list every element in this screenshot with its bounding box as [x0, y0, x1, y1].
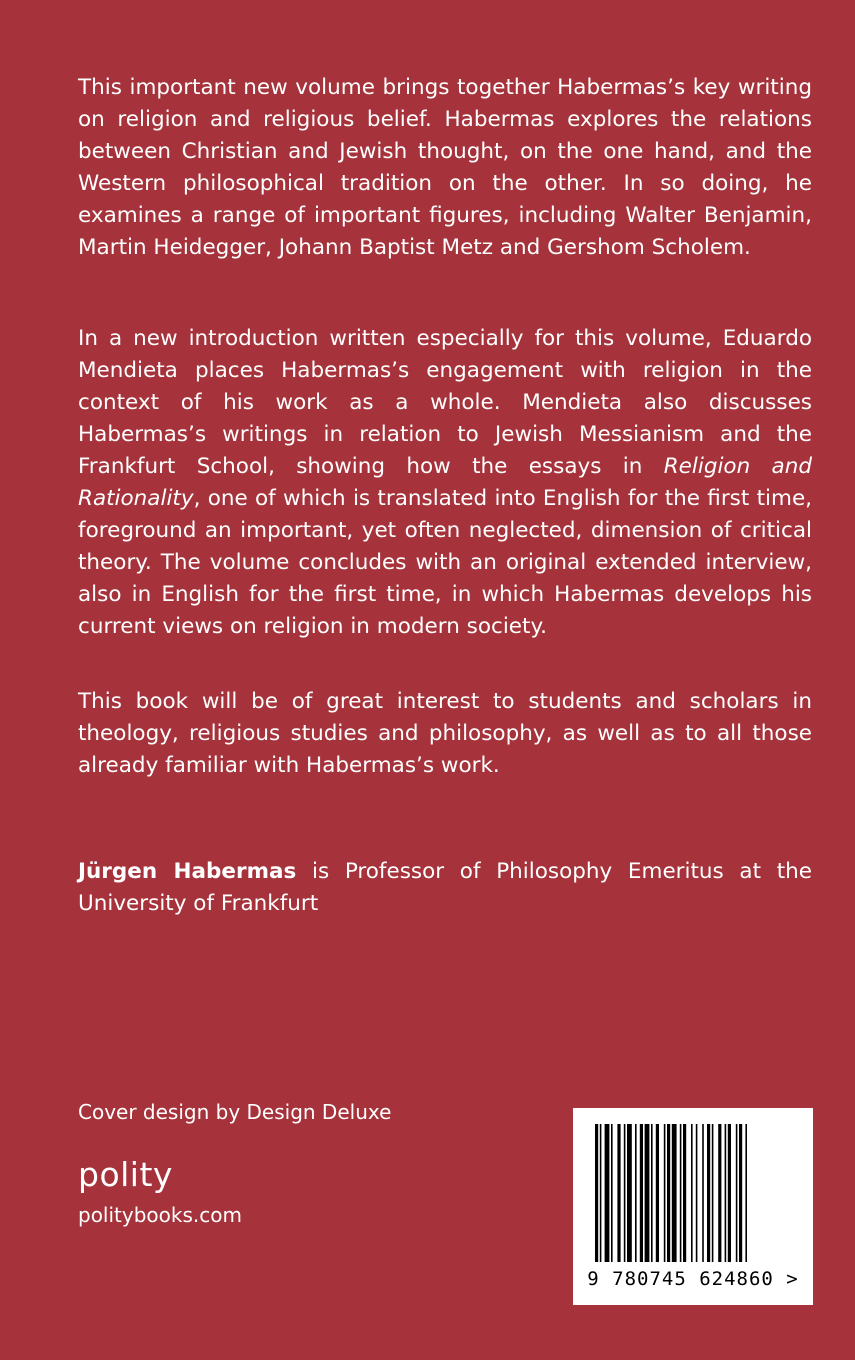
- barcode-bar: [702, 1124, 704, 1262]
- barcode-bar: [624, 1124, 626, 1262]
- barcode-bar: [728, 1124, 731, 1262]
- barcode-bar: [712, 1124, 714, 1262]
- barcode-bar: [664, 1124, 666, 1262]
- barcode-bar: [635, 1124, 637, 1262]
- barcode-bar: [656, 1124, 659, 1262]
- description-paragraph-2: [78, 323, 812, 643]
- paragraph-2-text-a: In a new introduction written especially for this volume, Eduardo Mendieta places Habermas’s engagement with religion in the context of his work as a whole. Mendieta also discusses Habermas’s writings in relation to Jewish Messianism and the Frankfurt School, showing how the essays in: [78, 326, 812, 479]
- paragraph-2-text-b: , one of which is translated into English for the first time, foreground an important, yet often neglected, dimension of critical theory. The volume concludes with an original extended interview, also in English for the first time, in which Habermas develops his current views on religion in modern society.: [78, 486, 812, 639]
- barcode-bar: [745, 1124, 747, 1262]
- barcode-bars: [573, 1108, 813, 1268]
- barcode-bar: [718, 1124, 721, 1262]
- publisher-logo: polity: [78, 1155, 173, 1194]
- author-bio: [78, 856, 812, 920]
- barcode-bar: [645, 1124, 650, 1262]
- barcode-bar: [707, 1124, 710, 1262]
- barcode-bar: [680, 1124, 682, 1262]
- barcode-bar: [739, 1124, 742, 1262]
- isbn-number: 9 780745 624860 >: [587, 1268, 799, 1290]
- barcode-bar: [691, 1124, 693, 1262]
- barcode-bar: [696, 1124, 698, 1262]
- barcode-bar: [627, 1124, 632, 1262]
- barcode-bar: [683, 1124, 686, 1262]
- isbn-barcode: [573, 1108, 813, 1305]
- barcode-bar: [725, 1124, 727, 1262]
- barcode-bar: [611, 1124, 613, 1262]
- barcode-bar: [672, 1124, 677, 1262]
- cover-design-credit: Cover design by Design Deluxe: [78, 1100, 392, 1124]
- barcode-bar: [640, 1124, 643, 1262]
- barcode-bar: [605, 1124, 610, 1262]
- author-bio-text: is Professor of Philosophy Emeritus at the University of Frankfurt: [78, 859, 812, 916]
- description-paragraph-1: This important new volume brings together Habermas’s key writing on religion and religious belief. Habermas explores the relations between Christian and Jewish thought, on the one hand, and the Western philosophical tradition on the other. In so doing, he examines a range of important figures, including Walter Benjamin, Martin Heidegger, Johann Baptist Metz and Gershom Scholem.: [78, 75, 812, 260]
- barcode-bar: [600, 1124, 602, 1262]
- book-title-italic: Religion and Rationality: [78, 454, 812, 511]
- barcode-bar: [651, 1124, 653, 1262]
- publisher-website: politybooks.com: [78, 1203, 242, 1227]
- description-paragraph-3: This book will be of great interest to students and scholars in theology, religious studies and philosophy, as well as to all those already familiar with Habermas’s work.: [78, 689, 812, 778]
- author-name: Jürgen Habermas: [78, 859, 297, 884]
- barcode-bar: [736, 1124, 738, 1262]
- barcode-bar: [617, 1124, 620, 1262]
- barcode-bar: [595, 1124, 598, 1262]
- barcode-bar: [667, 1124, 670, 1262]
